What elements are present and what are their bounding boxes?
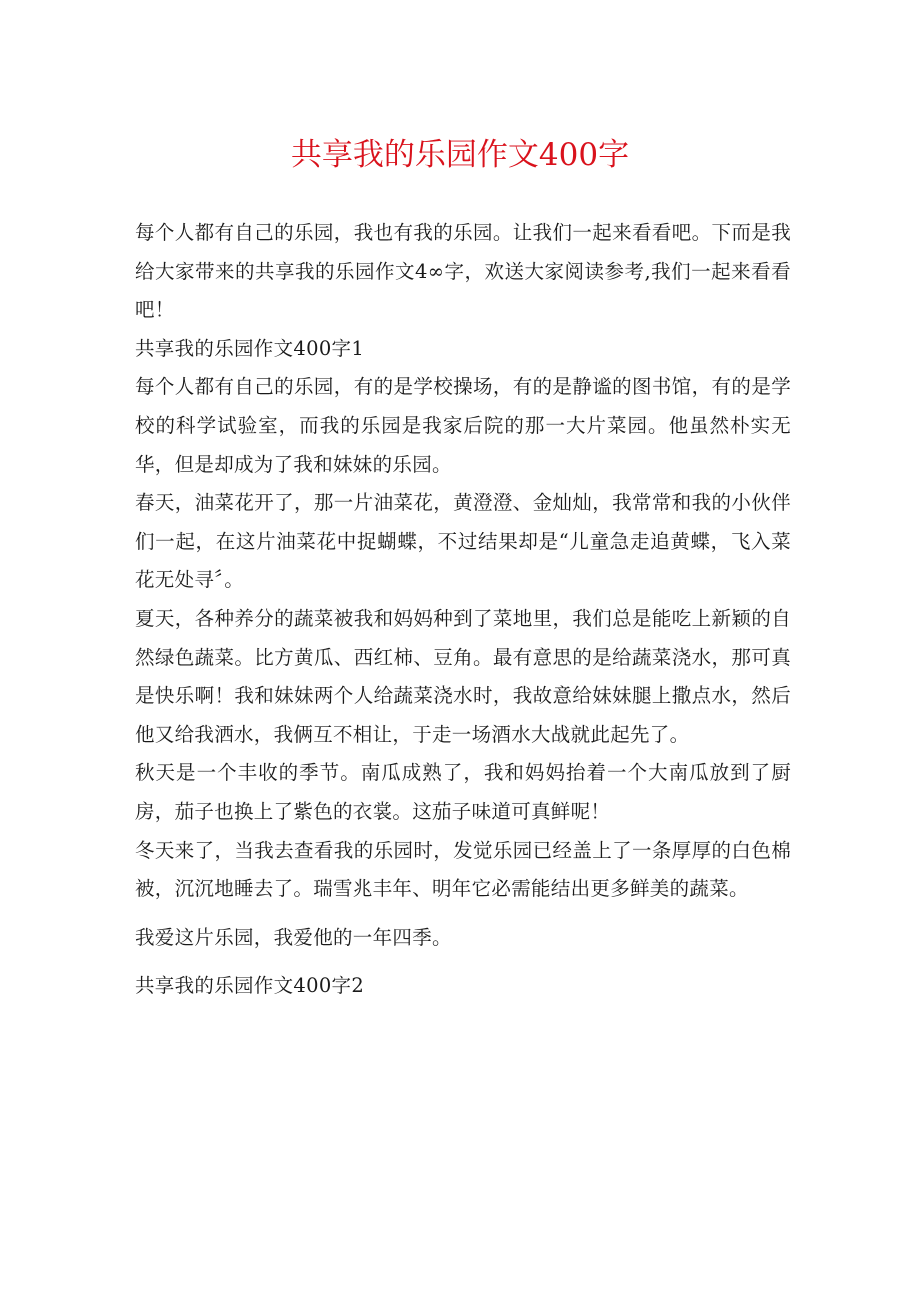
- paragraph-conclusion: 我爱这片乐园，我爱他的一年四季。: [135, 925, 452, 949]
- intro-paragraph: 每个人都有自己的乐园，我也有我的乐园。让我们一起来看看吧。下而是我给大家带来的共享我的乐园作文4∞字，欢送大家阅读参考,我们一起来看看吧！: [135, 221, 791, 322]
- section-heading-2: 共享我的乐园作文400字2: [135, 974, 365, 998]
- paragraph-garden: 每个人都有自己的乐园，有的是学校操场，有的是静谧的图书馆，有的是学校的科学试验室，而我的乐园是我家后院的那一大片菜园。他虽然朴实无华，但是却成为了我和妹妹的乐园。: [135, 375, 791, 476]
- paragraph-autumn: 秋天是一个丰收的季节。南瓜成熟了，我和妈妈抬着一个大南瓜放到了厨房，茄子也换上了紫色的衣裳。这茄子味道可真鲜呢！: [135, 761, 791, 823]
- document-body: [135, 214, 791, 1006]
- paragraph-winter: 冬天来了，当我去查看我的乐园时，发觉乐园已经盖上了一条厚厚的白色棉被，沉沉地睡去了。瑞雪兆丰年、明年它必需能结出更多鲜美的蔬菜。: [135, 838, 791, 901]
- section-heading-1: 共享我的乐园作文400字1: [135, 336, 365, 360]
- paragraph-summer: 夏天，各种养分的蔬菜被我和妈妈种到了菜地里，我们总是能吃上新颖的自然绿色蔬菜。比方黄瓜、西红柿、豆角。最有意思的是给蔬菜浇水，那可真是快乐啊！我和妹妹两个人给蔬菜浇水时，我故意给妹妹腿上撒点水，然后他又给我洒水，我俩互不相让，于走一场酒水大战就此起先了。: [135, 606, 791, 746]
- document-title: 共享我的乐园作文400字: [290, 137, 630, 173]
- paragraph-spring: 春天，油菜花开了，那一片油菜花，黄澄澄、金灿灿，我常常和我的小伙伴们一起，在这片油菜花中捉蝴蝶，不过结果却是“儿童急走追黄蝶，飞入菜花无处寻〞。: [135, 491, 791, 592]
